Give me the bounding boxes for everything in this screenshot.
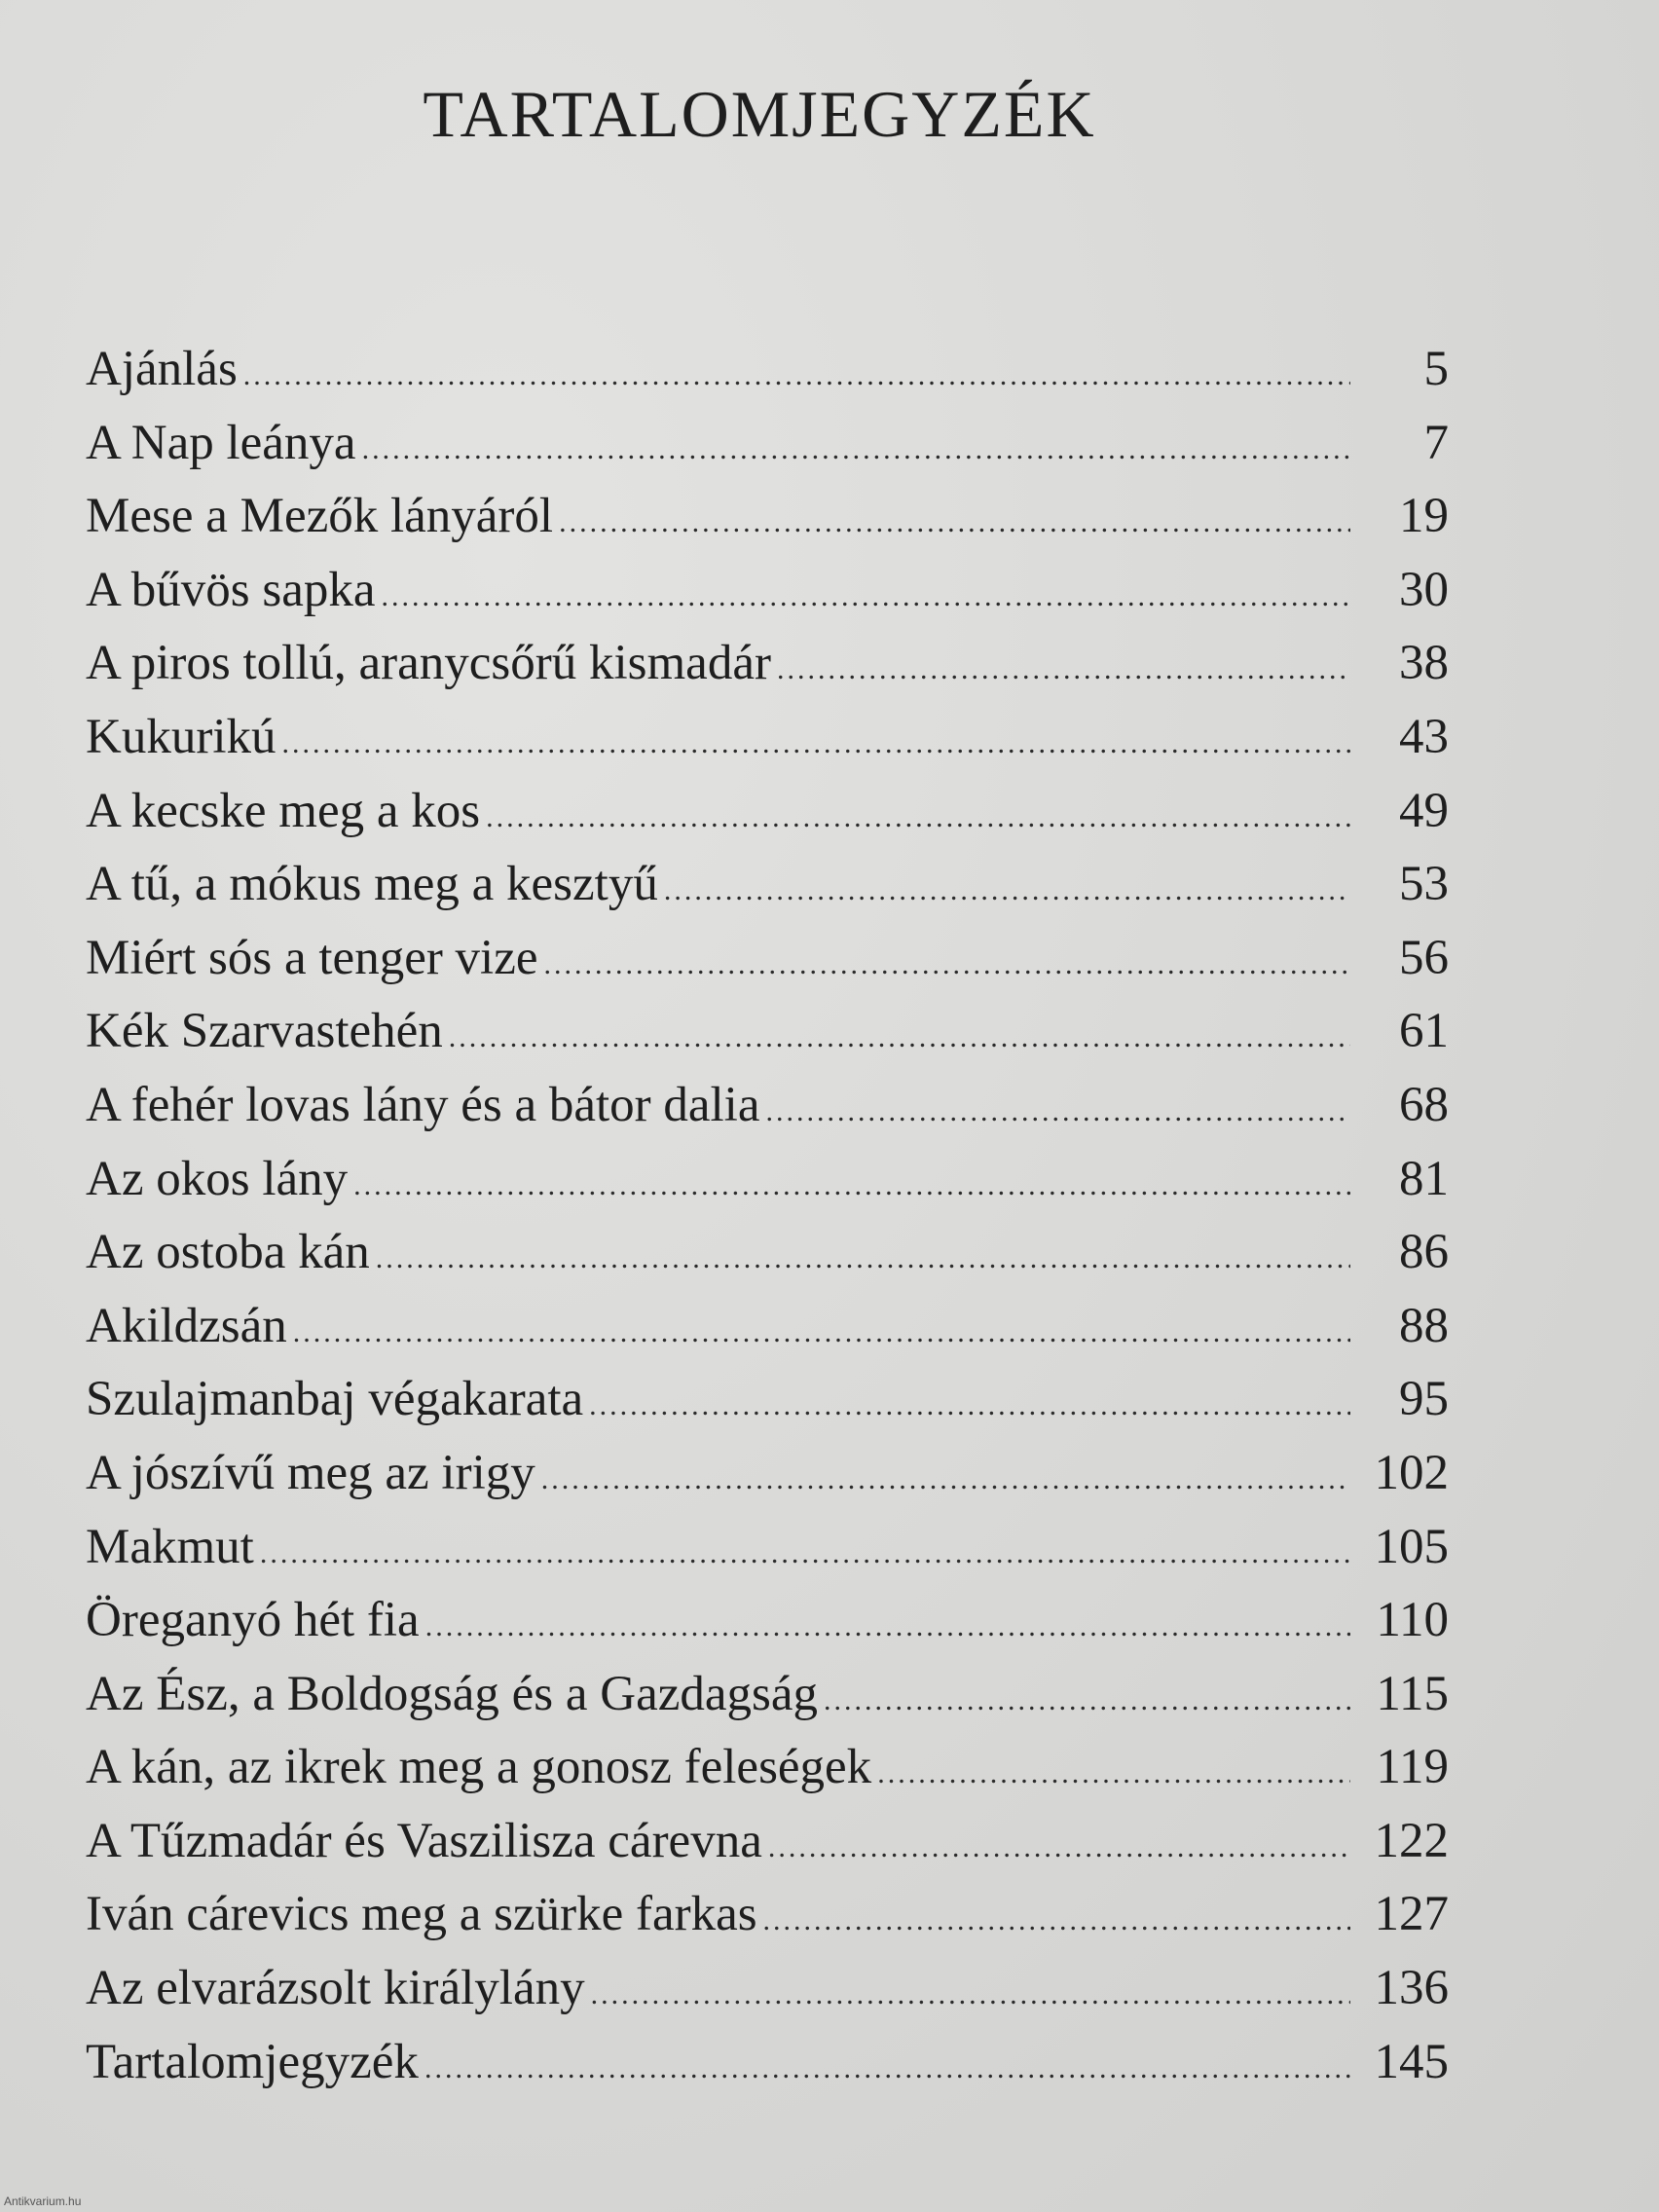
toc-entry xyxy=(86,1298,1449,1372)
toc-entry-title: Mese a Mezők lányáról xyxy=(86,489,554,544)
toc-entry-title: Az ostoba kán xyxy=(86,1225,370,1280)
toc-entry-title: A piros tollú, aranycsőrű kismadár xyxy=(86,636,771,691)
toc-entry-title: A Tűzmadár és Vaszilisza cárevna xyxy=(86,1813,762,1868)
toc-entry xyxy=(86,1813,1449,1887)
table-of-contents xyxy=(86,341,1449,2107)
toc-entry-title: A jószívű meg az irigy xyxy=(86,1445,535,1500)
toc-entry xyxy=(86,1003,1449,1077)
dot-leader xyxy=(541,1463,1350,1496)
dot-leader xyxy=(664,874,1350,907)
dot-leader xyxy=(243,359,1350,392)
toc-entry-page-number: 86 xyxy=(1399,1225,1449,1280)
dot-leader xyxy=(768,1831,1350,1864)
dot-leader xyxy=(353,1169,1350,1202)
toc-entry-title: Miért sós a tenger vize xyxy=(86,930,538,985)
dot-leader xyxy=(544,948,1350,981)
dot-leader xyxy=(260,1537,1350,1570)
toc-entry-title: Tartalomjegyzék xyxy=(86,2034,419,2089)
toc-entry-page-number: 53 xyxy=(1399,857,1449,912)
toc-entry-page-number: 95 xyxy=(1399,1372,1449,1427)
dot-leader xyxy=(824,1684,1350,1717)
toc-entry xyxy=(86,562,1449,636)
dot-leader xyxy=(763,1904,1350,1937)
page-title: TARTALOMJEGYZÉK xyxy=(423,77,1096,151)
toc-entry-title: Kék Szarvastehén xyxy=(86,1004,443,1059)
dot-leader xyxy=(381,580,1350,613)
toc-entry xyxy=(86,1445,1449,1519)
toc-entry-page-number: 102 xyxy=(1374,1445,1449,1500)
toc-entry-page-number: 38 xyxy=(1399,636,1449,691)
dot-leader xyxy=(877,1757,1350,1790)
dot-leader xyxy=(765,1095,1350,1128)
dot-leader xyxy=(293,1316,1350,1349)
toc-entry xyxy=(86,488,1449,562)
toc-entry xyxy=(86,1592,1449,1666)
dot-leader xyxy=(281,727,1350,760)
dot-leader xyxy=(559,506,1350,539)
toc-entry-title: A kecske meg a kos xyxy=(86,783,481,838)
toc-entry-title: Akildzsán xyxy=(86,1298,287,1353)
dot-leader xyxy=(486,801,1350,834)
toc-entry xyxy=(86,2034,1449,2108)
toc-entry-title: Ajánlás xyxy=(86,342,238,396)
toc-entry-page-number: 56 xyxy=(1399,930,1449,985)
dot-leader xyxy=(425,1610,1350,1643)
dot-leader xyxy=(376,1242,1350,1275)
toc-entry xyxy=(86,856,1449,930)
toc-entry xyxy=(86,1371,1449,1445)
toc-entry-page-number: 115 xyxy=(1376,1666,1449,1721)
toc-entry xyxy=(86,1519,1449,1593)
toc-entry-title: Szulajmanbaj végakarata xyxy=(86,1372,584,1427)
toc-entry-title: Iván cárevics meg a szürke farkas xyxy=(86,1887,757,1942)
toc-entry-page-number: 122 xyxy=(1374,1813,1449,1868)
toc-entry xyxy=(86,1224,1449,1298)
toc-entry-page-number: 119 xyxy=(1376,1740,1449,1795)
toc-entry xyxy=(86,415,1449,489)
toc-entry-page-number: 105 xyxy=(1374,1519,1449,1574)
toc-entry-title: A fehér lovas lány és a bátor dalia xyxy=(86,1077,760,1132)
toc-entry xyxy=(86,1739,1449,1813)
toc-entry xyxy=(86,1151,1449,1225)
toc-entry-title: Makmut xyxy=(86,1519,254,1574)
toc-entry xyxy=(86,783,1449,857)
dot-leader xyxy=(424,2052,1350,2085)
toc-entry-title: A Nap leánya xyxy=(86,415,356,470)
watermark: Antikvarium.hu xyxy=(4,2194,82,2208)
toc-entry xyxy=(86,1960,1449,2034)
toc-entry-page-number: 7 xyxy=(1423,415,1449,470)
dot-leader xyxy=(591,1978,1350,2011)
toc-entry xyxy=(86,341,1449,415)
toc-entry xyxy=(86,1077,1449,1151)
toc-entry-title: A kán, az ikrek meg a gonosz feleségek xyxy=(86,1740,872,1795)
toc-entry-page-number: 49 xyxy=(1399,783,1449,838)
toc-entry-title: Az Ész, a Boldogság és a Gazdagság xyxy=(86,1666,819,1721)
toc-entry xyxy=(86,709,1449,783)
toc-entry xyxy=(86,930,1449,1004)
toc-entry-page-number: 68 xyxy=(1399,1077,1449,1132)
dot-leader xyxy=(449,1021,1350,1054)
toc-entry-page-number: 81 xyxy=(1399,1151,1449,1206)
toc-entry-page-number: 88 xyxy=(1399,1298,1449,1353)
dot-leader xyxy=(777,653,1350,686)
toc-entry-page-number: 61 xyxy=(1399,1004,1449,1059)
toc-entry-page-number: 43 xyxy=(1399,709,1449,764)
toc-entry xyxy=(86,1886,1449,1960)
toc-entry-title: Kukurikú xyxy=(86,709,276,764)
toc-entry-title: Öreganyó hét fia xyxy=(86,1593,420,1648)
toc-entry xyxy=(86,1666,1449,1740)
toc-entry-title: Az okos lány xyxy=(86,1151,349,1206)
toc-entry-page-number: 30 xyxy=(1399,562,1449,617)
toc-entry-title: Az elvarázsolt királylány xyxy=(86,1961,585,2016)
toc-entry-page-number: 127 xyxy=(1374,1887,1449,1942)
dot-leader xyxy=(589,1389,1350,1422)
toc-entry-page-number: 145 xyxy=(1374,2034,1449,2089)
dot-leader xyxy=(362,433,1350,466)
toc-entry-title: A bűvös sapka xyxy=(86,562,376,617)
toc-entry-page-number: 136 xyxy=(1374,1961,1449,2016)
toc-entry xyxy=(86,635,1449,709)
toc-entry-page-number: 110 xyxy=(1376,1593,1449,1648)
toc-entry-title: A tű, a mókus meg a kesztyű xyxy=(86,857,658,912)
toc-entry-page-number: 5 xyxy=(1423,342,1449,396)
toc-entry-page-number: 19 xyxy=(1399,489,1449,544)
